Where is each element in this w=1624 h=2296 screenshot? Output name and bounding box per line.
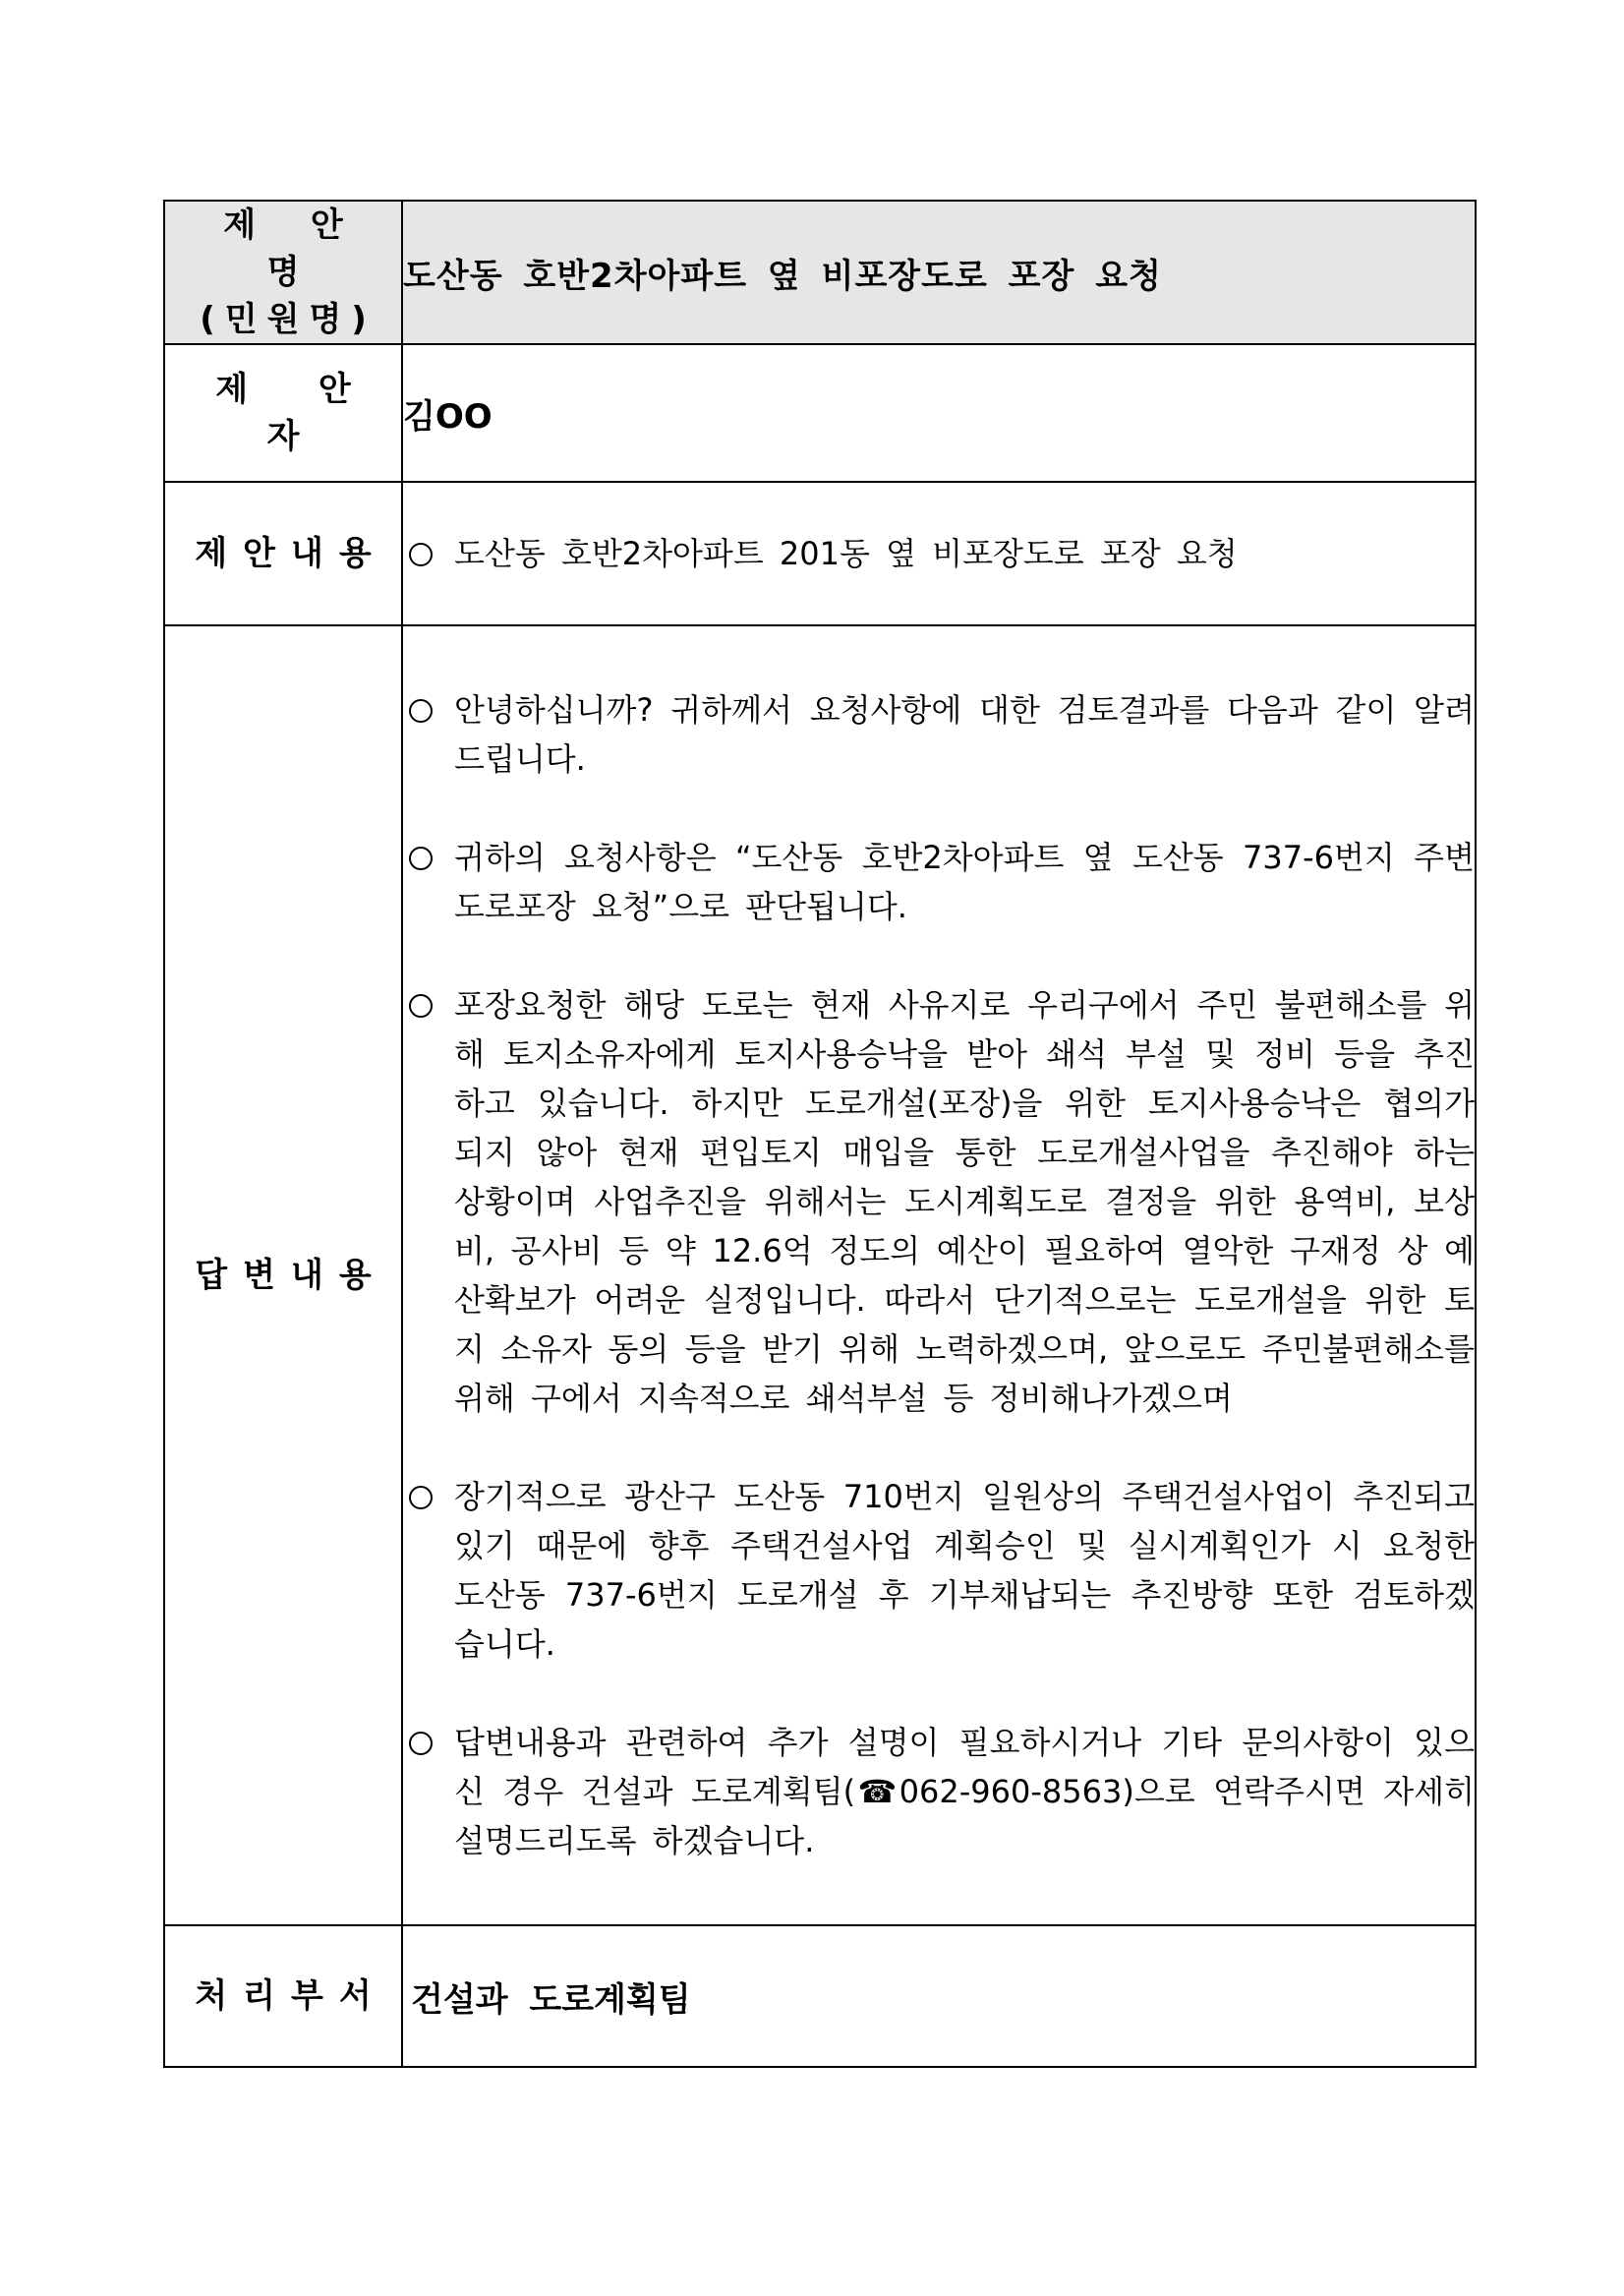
proposer-name: 김OO	[403, 396, 493, 437]
title-value-cell	[402, 201, 1476, 344]
title-row	[164, 201, 1476, 344]
answer-content-cell	[402, 625, 1476, 1925]
circle-bullet-icon	[403, 543, 438, 566]
answer-text: 답변내용과 관련하여 추가 설명이 필요하시거나 기타 문의사항이 있으신 경우 건설과 도로계획팀(☎062-960-8563)으로 연락주시면 자세히 설명드리도록 하겠습니다.	[454, 1724, 1475, 1859]
answer-text: 안녕하십니까? 귀하께서 요청사항에 대한 검토결과를 다음과 같이 알려드립니다.	[454, 691, 1475, 778]
department-row	[164, 1925, 1476, 2067]
answer-label: 답변내용	[195, 1256, 387, 1295]
proposer-label: 제 안 자	[215, 370, 380, 456]
proposal-content-cell	[402, 482, 1476, 625]
department-value-cell	[402, 1925, 1476, 2067]
proposal-content-text: 도산동 호반2차아파트 201동 옆 비포장도로 포장 요청	[454, 535, 1238, 572]
answer-item	[403, 833, 1475, 931]
department-name: 건설과 도로계획팀	[411, 1979, 691, 2020]
proposal-title: 도산동 호반2차아파트 옆 비포장도로 포장 요청	[403, 256, 1162, 296]
proposal-content-item	[403, 529, 1475, 578]
circle-bullet-icon	[403, 699, 438, 723]
answer-text: 포장요청한 해당 도로는 현재 사유지로 우리구에서 주민 불편해소를 위해 토지소유자에게 토지사용승낙을 받아 쇄석 부설 및 정비 등을 추진하고 있습니다. 하지만 도로개설(포장)을 위한 토지사용승낙은 협의가 되지 않아 현재 편입토지 매입을 통한 도로개설사업을 추진해야 하는 상황이며 사업추진을 위해서는 도시계획도로 결정을 위한 용역비, 보상비, 공사비 등 약 12.6억 정도의 예산이 필요하여 열악한 구재정 상 예산확보가 어려운 실정입니다. 따라서 단기적으로는 도로개설을 위한 토지 소유자 동의 등을 받기 위해 노력하겠으며, 앞으로도 주민불편해소를 위해 구에서 지속적으로 쇄석부설 등 정비해나가겠으며	[454, 986, 1475, 1417]
proposal-content-label: 제안내용	[195, 534, 387, 573]
department-label: 처리부서	[195, 1976, 387, 2016]
circle-bullet-icon	[403, 994, 438, 1018]
proposer-value-cell	[402, 344, 1476, 482]
answer-item	[403, 685, 1475, 784]
proposer-row	[164, 344, 1476, 482]
answer-text: 장기적으로 광산구 도산동 710번지 일원상의 주택건설사업이 추진되고 있기 때문에 향후 주택건설사업 계획승인 및 실시계획인가 시 요청한 도산동 737-6번지 도로개설 후 기부채납되는 추진방향 또한 검토하겠습니다.	[454, 1478, 1475, 1663]
answer-text: 귀하의 요청사항은 “도산동 호반2차아파트 옆 도산동 737-6번지 주변 도로포장 요청”으로 판단됩니다.	[454, 839, 1475, 925]
proposer-label-cell	[164, 344, 402, 482]
answer-label-cell	[164, 625, 402, 1925]
circle-bullet-icon	[403, 847, 438, 870]
circle-bullet-icon	[403, 1732, 438, 1755]
title-label-cell	[164, 201, 402, 344]
proposal-content-row	[164, 482, 1476, 625]
answer-row	[164, 625, 1476, 1925]
answer-item	[403, 1472, 1475, 1669]
title-label-sub: (민원명)	[200, 300, 377, 339]
proposal-content-label-cell	[164, 482, 402, 625]
answer-item	[403, 1718, 1475, 1865]
petition-response-form	[163, 200, 1477, 2068]
title-label: 제 안 명	[223, 206, 365, 292]
circle-bullet-icon	[403, 1486, 438, 1509]
answer-item	[403, 980, 1475, 1423]
department-label-cell	[164, 1925, 402, 2067]
